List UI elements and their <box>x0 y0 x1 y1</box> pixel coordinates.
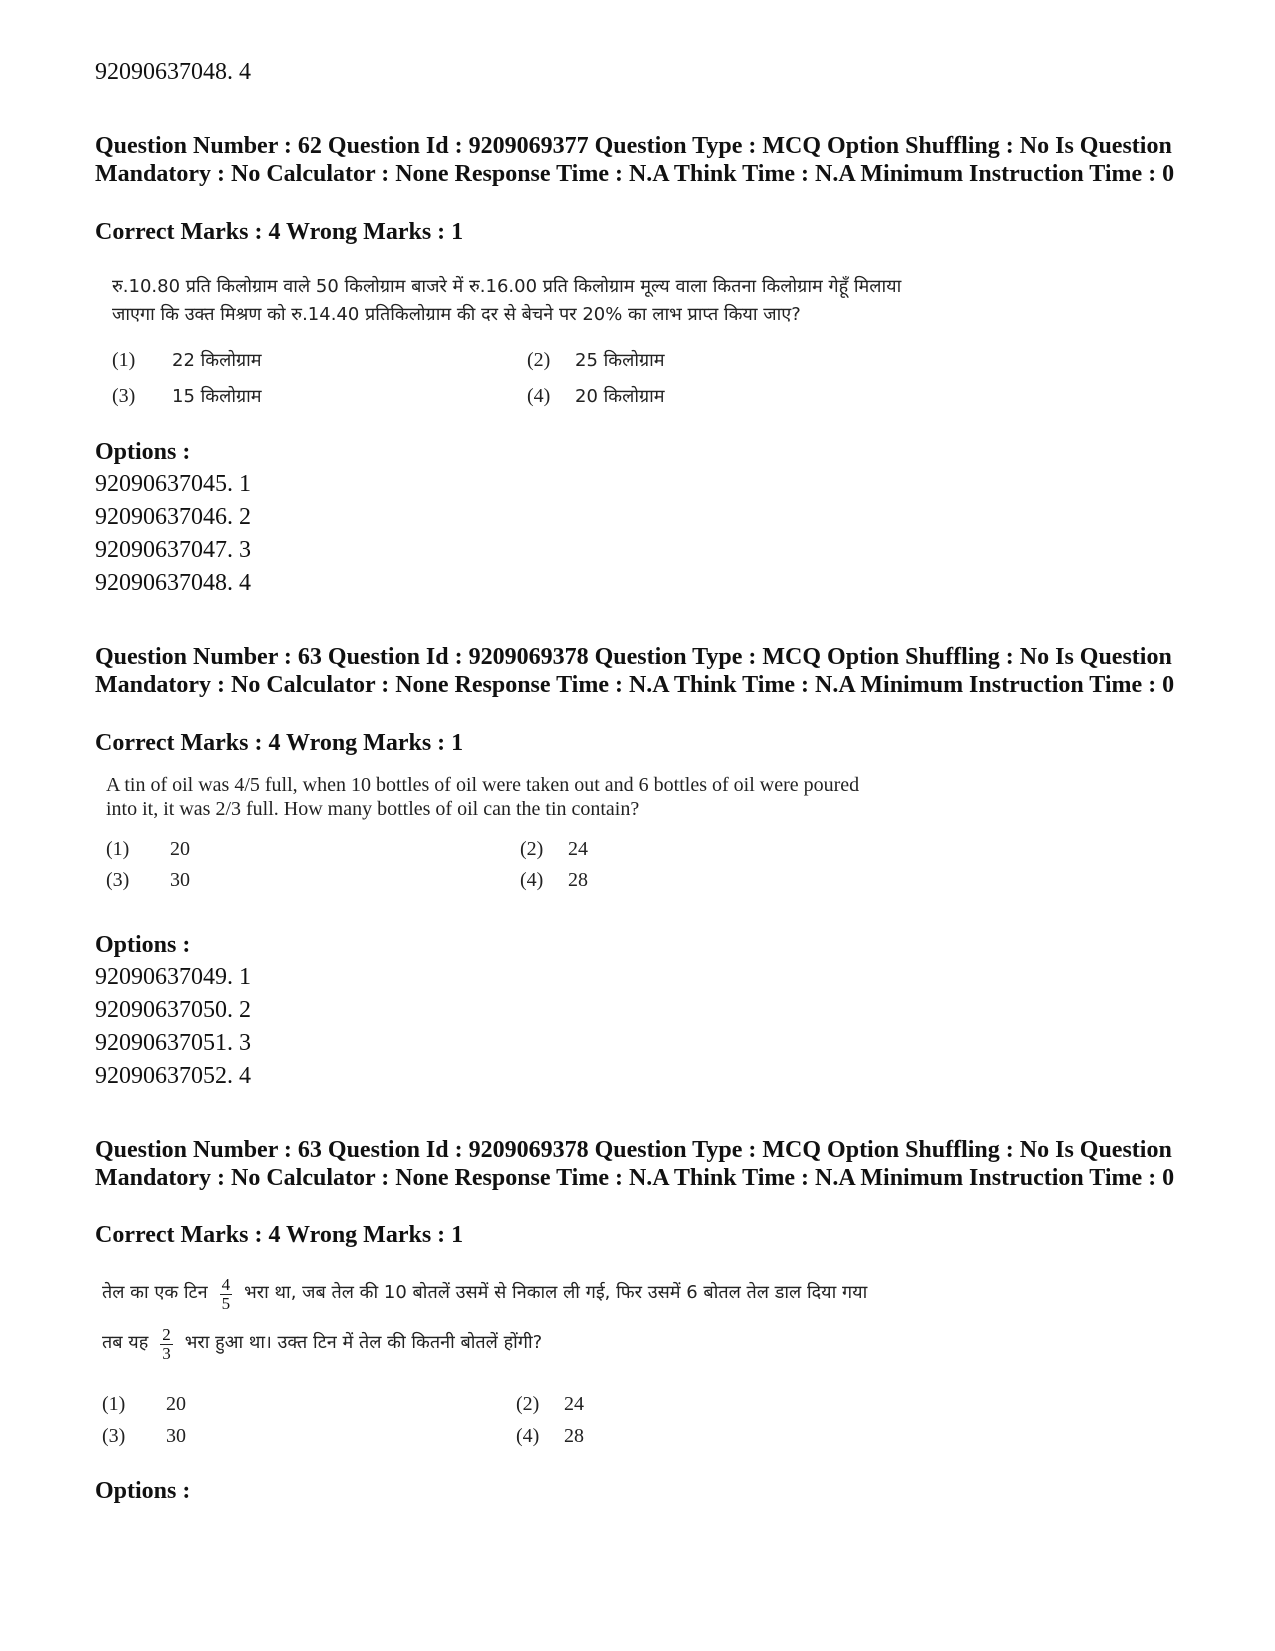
q63-en-choice-2: (2) 24 <box>520 838 588 860</box>
q63-hi-choice-1: (1) 20 <box>102 1393 186 1415</box>
q63-en-option-4: 92090637052. 4 <box>95 1063 251 1089</box>
q63-en-choice-4: (4) 28 <box>520 869 588 891</box>
q63-hi-choice-3: (3) 30 <box>102 1425 186 1447</box>
q62-option-1: 92090637045. 1 <box>95 471 251 497</box>
q62-choice-2: (2) 25 किलोग्राम <box>527 349 665 371</box>
q63-hi-question-line1: तेल का एक टिन $\frac{4}{5}$ भरा था, जब तेल की 10 बोतलें उसमें से निकाल ली गई, फिर उसमें 6 बोतल तेल डाल दिया गया <box>102 1275 868 1313</box>
q62-header: Question Number : 62 Question Id : 9209069377 Question Type : MCQ Option Shuffling : No Is Question Mandatory : No Calculator : None Response Time : N.A Think Time : N.A Minimum Instruction Time : 0 <box>95 133 1175 187</box>
q62-options-label: Options : <box>95 439 191 465</box>
q62-marks: Correct Marks : 4 Wrong Marks : 1 <box>95 219 464 245</box>
q63-en-header: Question Number : 63 Question Id : 9209069378 Question Type : MCQ Option Shuffling : No Is Question Mandatory : No Calculator : None Response Time : N.A Think Time : N.A Minimum Instruction Time : 0 <box>95 644 1175 698</box>
q63-en-choice-3: (3) 30 <box>106 869 190 891</box>
q63-en-option-2: 92090637050. 2 <box>95 997 251 1023</box>
q62-option-3: 92090637047. 3 <box>95 537 251 563</box>
q63-hi-choice-4: (4) 28 <box>516 1425 584 1447</box>
q63-hi-options-label: Options : <box>95 1478 191 1504</box>
q63-en-question-line1: A tin of oil was 4/5 full, when 10 bottles of oil were taken out and 6 bottles of oil were poured <box>106 774 860 796</box>
q63-en-option-3: 92090637051. 3 <box>95 1030 251 1056</box>
q63-en-marks: Correct Marks : 4 Wrong Marks : 1 <box>95 730 464 756</box>
fraction-two-thirds: $\frac{2}{3}$ <box>162 1325 171 1363</box>
q62-choice-4: (4) 20 किलोग्राम <box>527 385 665 407</box>
q63-en-options-label: Options : <box>95 932 191 958</box>
q63-hi-choice-2: (2) 24 <box>516 1393 584 1415</box>
q62-choice-3: (3) 15 किलोग्राम <box>112 385 262 407</box>
q63-hi-question-line2: तब यह $\frac{2}{3}$ भरा हुआ था। उक्त टिन में तेल की कितनी बोतलें होंगी? <box>102 1325 543 1363</box>
q63-en-choice-1: (1) 20 <box>106 838 190 860</box>
fraction-four-fifths: $\frac{4}{5}$ <box>221 1275 231 1313</box>
q63-hi-marks: Correct Marks : 4 Wrong Marks : 1 <box>95 1222 464 1248</box>
q62-question-line1: रु.10.80 प्रति किलोग्राम वाले 50 किलोग्राम बाजरे में रु.16.00 प्रति किलोग्राम मूल्य वाला कितना किलोग्राम गेहूँ मिलाया <box>112 276 902 297</box>
q62-choice-1: (1) 22 किलोग्राम <box>112 349 262 371</box>
q62-option-2: 92090637046. 2 <box>95 504 251 530</box>
q62-question-line2: जाएगा कि उक्त मिश्रण को रु.14.40 प्रतिकिलोग्राम की दर से बेचने पर 20% का लाभ प्राप्त किया जाए? <box>112 304 801 325</box>
q63-en-option-1: 92090637049. 1 <box>95 964 251 990</box>
q63-en-question-line2: into it, it was 2/3 full. How many bottles of oil can the tin contain? <box>106 798 640 820</box>
q62-option-4: 92090637048. 4 <box>95 570 251 596</box>
q63-hi-header: Question Number : 63 Question Id : 9209069378 Question Type : MCQ Option Shuffling : No Is Question Mandatory : No Calculator : None Response Time : N.A Think Time : N.A Minimum Instruction Time : 0 <box>95 1137 1175 1191</box>
previous-option-line: 92090637048. 4 <box>95 59 251 85</box>
